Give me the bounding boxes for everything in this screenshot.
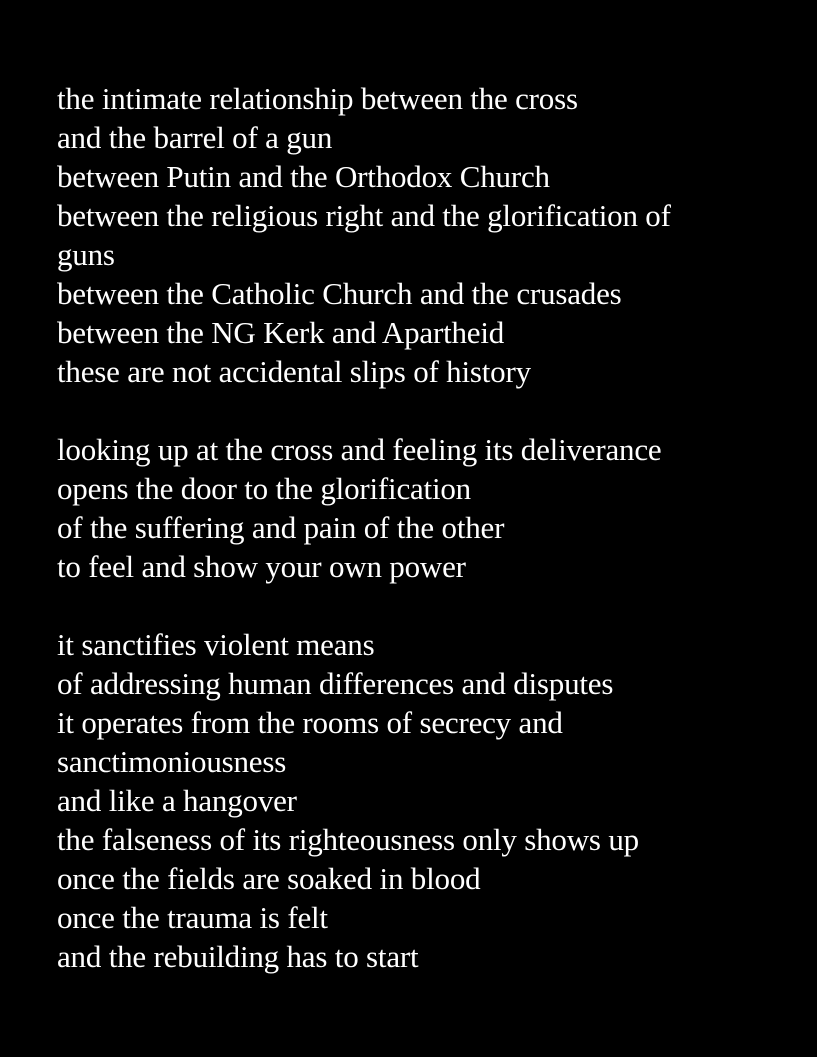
poem-line: and the rebuilding has to start [57,939,419,974]
poem-line: between Putin and the Orthodox Church [57,159,550,194]
poem-line: once the trauma is felt [57,900,328,935]
poem-line: the falseness of its righteousness only shows up [57,822,639,857]
poem-line: sanctimoniousness [57,744,287,779]
poem-line: the intimate relationship between the cross [57,81,578,116]
poem-line: these are not accidental slips of history [57,354,531,389]
poem-line: and like a hangover [57,783,297,818]
poem-line: to feel and show your own power [57,549,466,584]
poem-line: opens the door to the glorification [57,471,471,506]
poem-line: and the barrel of a gun [57,120,333,155]
poem [57,79,807,976]
poem-line: between the religious right and the glorification of [57,198,671,233]
poem-line: between the Catholic Church and the crusades [57,276,622,311]
poem-line: it sanctifies violent means [57,627,375,662]
stanza-3 [57,625,807,976]
poem-line: of the suffering and pain of the other [57,510,505,545]
poem-line: of addressing human differences and disputes [57,666,614,701]
poem-line: once the fields are soaked in blood [57,861,481,896]
stanza-1 [57,79,807,391]
poem-line: guns [57,237,115,272]
stanza-2 [57,430,807,586]
poem-line: looking up at the cross and feeling its deliverance [57,432,662,467]
poem-line: it operates from the rooms of secrecy and [57,705,563,740]
poem-line: between the NG Kerk and Apartheid [57,315,505,350]
